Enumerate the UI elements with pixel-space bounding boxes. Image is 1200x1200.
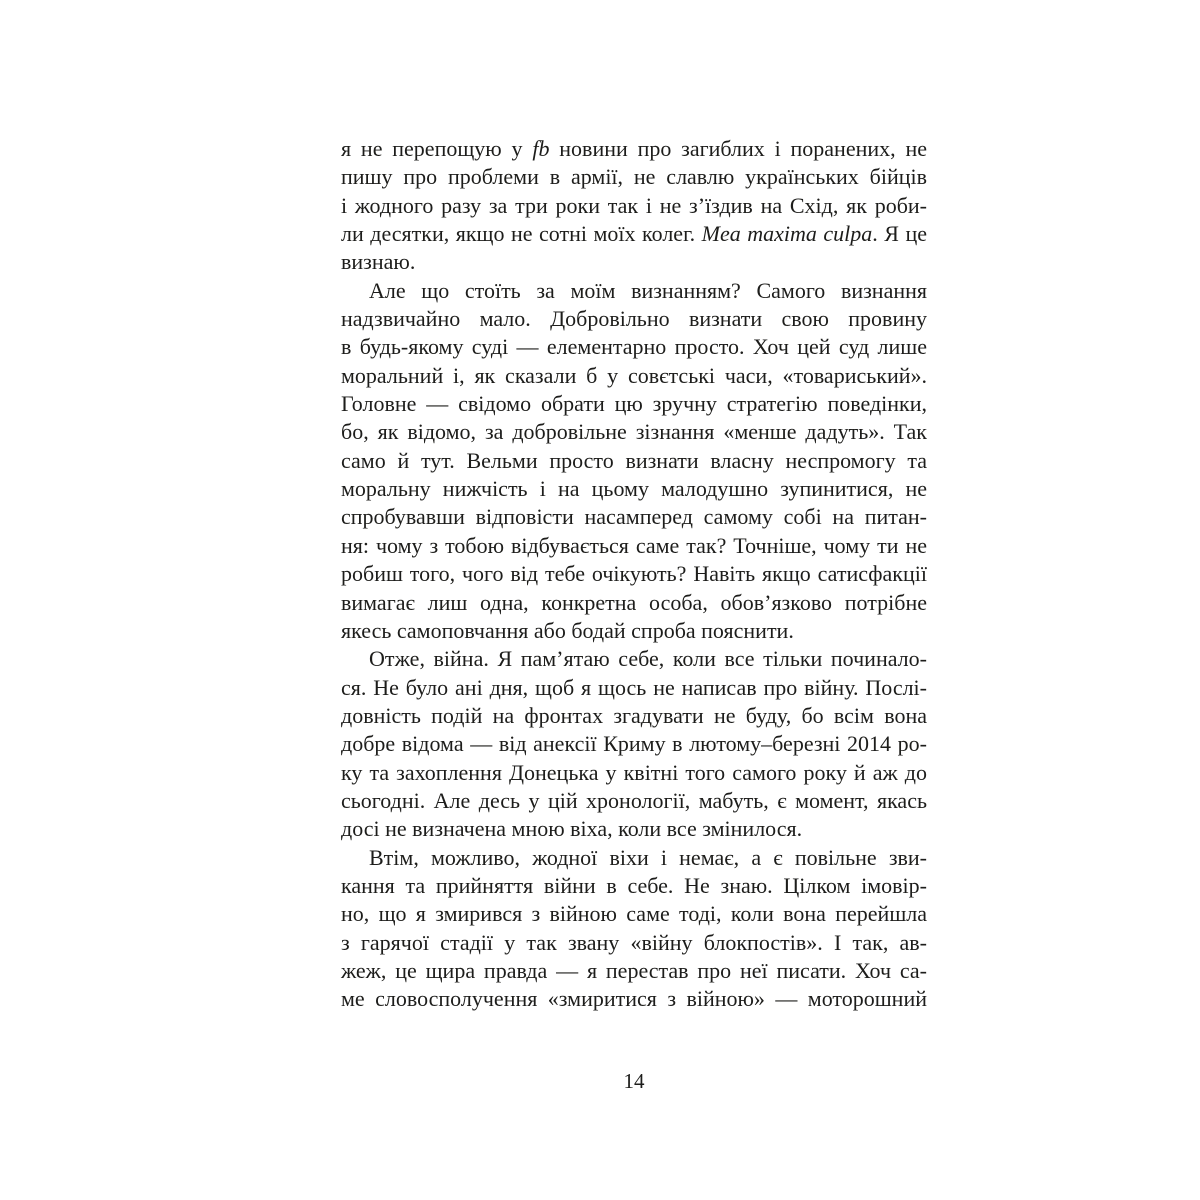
text-line: моральну нижчість і на цьому малодушно зупинитися, не xyxy=(341,476,927,502)
text-line: Головне — свідомо обрати цю зручну стратегію поведінки, xyxy=(341,391,927,417)
text-line: надзвичайно мало. Добровільно визнати свою провину xyxy=(341,306,927,332)
text-line: досі не визначена мною віха, коли все змінилося. xyxy=(341,816,803,842)
paragraph xyxy=(341,645,927,843)
paragraph xyxy=(341,277,927,645)
text-line: но, що я змирився з війною саме тоді, коли вона перейшла xyxy=(341,901,927,927)
text-line: ся. Не було ані дня, щоб я щось не написав про війну. Послі- xyxy=(341,674,927,700)
text-line: визнаю. xyxy=(341,249,416,275)
text-line: ли десятки, якщо не сотні моїх колег. Mea maxima culpa. Я це xyxy=(341,221,927,247)
text-line: ку та захоплення Донецька у квітні того самого року й аж до xyxy=(341,759,927,785)
body-text xyxy=(341,135,927,1014)
text-line: Отже, війна. Я пам’ятаю себе, коли все тільки починало- xyxy=(369,646,927,672)
text-line: бо, як відомо, за добровільне зізнання «менше дадуть». Так xyxy=(341,419,927,445)
paragraph xyxy=(341,844,927,1014)
text-line: робиш того, чого від тебе очікують? Навіть якщо сатисфакції xyxy=(341,561,927,587)
text-line: кання та прийняття війни в себе. Не знаю. Цілком імовір- xyxy=(341,872,927,898)
text-line: сьогодні. Але десь у цій хронології, мабуть, є момент, якась xyxy=(341,787,927,813)
text-line: Втім, можливо, жодної віхи і немає, а є повільне зви- xyxy=(369,844,927,870)
text-line: само й тут. Вельми просто визнати власну неспромогу та xyxy=(341,447,927,473)
text-line: і жодного разу за три роки так і не з’їздив на Схід, як роби- xyxy=(341,192,927,218)
text-line: пишу про проблеми в армії, не славлю українських бійців xyxy=(341,164,927,190)
text-line: спробувавши відповісти насамперед самому собі на питан- xyxy=(341,504,927,530)
text-line: моральний і, як сказали б у совєтські часи, «товариський». xyxy=(341,362,927,388)
text-line: жеж, це щира правда — я перестав про неї писати. Хоч са- xyxy=(341,957,927,983)
text-line: добре відома — від анексії Криму в лютому–березні 2014 ро- xyxy=(341,731,927,757)
text-line: вимагає лиш одна, конкретна особа, обов’язково потрібне xyxy=(341,589,927,615)
text-line: в будь-якому суді — елементарно просто. Хоч цей суд лише xyxy=(341,334,927,360)
text-line: ня: чому з тобою відбувається саме так? Точніше, чому ти не xyxy=(341,532,927,558)
text-line: ме словосполучення «змиритися з війною» — моторошний xyxy=(341,986,927,1012)
paragraph xyxy=(341,135,927,277)
text-line: я не перепощую у fb новини про загиблих і поранених, не xyxy=(341,136,927,161)
text-line: з гарячої стадії у так звану «війну блокпостів». І так, ав- xyxy=(341,929,927,955)
page-number: 14 xyxy=(623,1069,645,1093)
text-line: довність подій на фронтах згадувати не буду, бо всім вона xyxy=(341,702,927,728)
text-line: Але що стоїть за моїм визнанням? Самого визнання xyxy=(369,277,927,303)
text-line: якесь самоповчання або бодай спроба пояснити. xyxy=(341,617,794,643)
